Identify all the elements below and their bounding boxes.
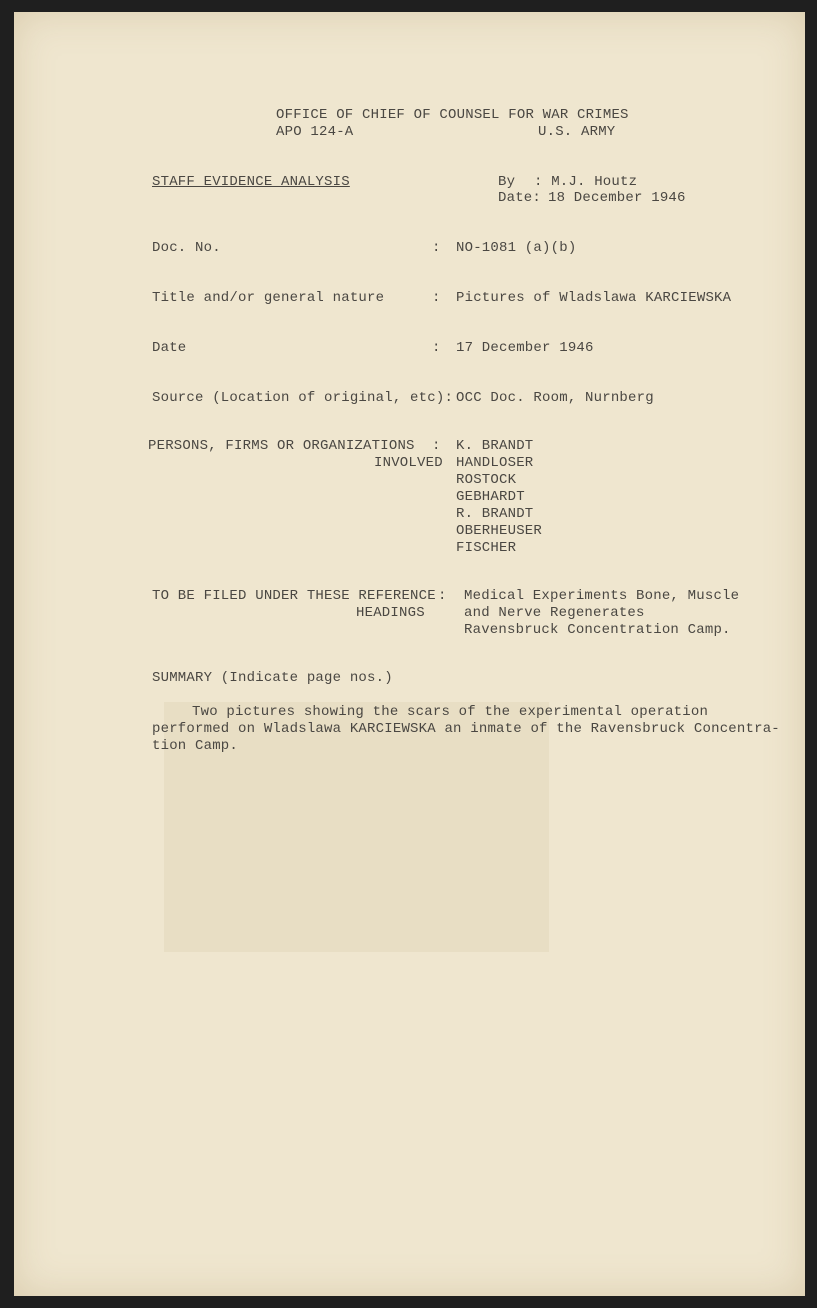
- reference-label: TO BE FILED UNDER THESE REFERENCE: [152, 588, 436, 604]
- doc-no-label: Doc. No.: [152, 240, 221, 256]
- reference-line: and Nerve Regenerates: [464, 605, 645, 621]
- doc-no-value: NO-1081 (a)(b): [456, 240, 577, 256]
- person-name: OBERHEUSER: [456, 523, 543, 539]
- date-label: Date: [152, 340, 187, 356]
- date-colon: :: [432, 340, 441, 356]
- person-name: FISCHER: [456, 540, 517, 556]
- analysis-date-value: 18 December 1946: [548, 190, 686, 206]
- persons-label-involved: INVOLVED: [374, 455, 443, 471]
- summary-line: tion Camp.: [152, 738, 239, 754]
- analysis-title: STAFF EVIDENCE ANALYSIS: [152, 174, 350, 190]
- person-name: ROSTOCK: [456, 472, 517, 488]
- apo-number: APO 124-A: [276, 124, 354, 140]
- person-name: GEBHARDT: [456, 489, 525, 505]
- person-name: R. BRANDT: [456, 506, 534, 522]
- summary-line: performed on Wladslawa KARCIEWSKA an inmate of the Ravensbruck Concentra-: [152, 721, 780, 737]
- date-value: 17 December 1946: [456, 340, 594, 356]
- person-name: HANDLOSER: [456, 455, 534, 471]
- persons-colon: :: [432, 438, 441, 454]
- summary-line: Two pictures showing the scars of the experimental operation: [192, 704, 709, 720]
- analysis-date-label: Date:: [498, 190, 542, 206]
- persons-label: PERSONS, FIRMS OR ORGANIZATIONS: [148, 438, 415, 454]
- doc-no-colon: :: [432, 240, 441, 256]
- by-label: By: [498, 174, 516, 190]
- title-label: Title and/or general nature: [152, 290, 385, 306]
- person-name: K. BRANDT: [456, 438, 534, 454]
- reference-line: Medical Experiments Bone, Muscle: [464, 588, 740, 604]
- title-colon: :: [432, 290, 441, 306]
- summary-label: SUMMARY (Indicate page nos.): [152, 670, 393, 686]
- document-page: [14, 12, 805, 1296]
- source-value: OCC Doc. Room, Nurnberg: [456, 390, 654, 406]
- reference-label-headings: HEADINGS: [356, 605, 425, 621]
- author-value: : M.J. Houtz: [534, 174, 638, 190]
- reference-colon: :: [438, 588, 447, 604]
- army-label: U.S. ARMY: [538, 124, 616, 140]
- source-label: Source (Location of original, etc):: [152, 390, 454, 406]
- office-heading: OFFICE OF CHIEF OF COUNSEL FOR WAR CRIMES: [276, 107, 629, 123]
- reference-line: Ravensbruck Concentration Camp.: [464, 622, 731, 638]
- title-value: Pictures of Wladslawa KARCIEWSKA: [456, 290, 732, 306]
